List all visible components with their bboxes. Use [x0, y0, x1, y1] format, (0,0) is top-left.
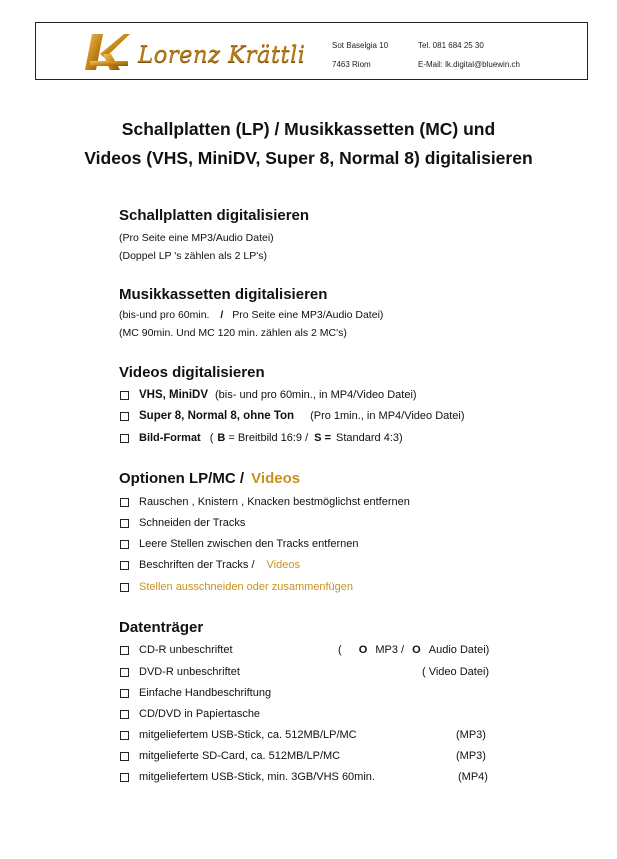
- address-street: Sot Baselgia 10: [332, 41, 389, 50]
- checkbox[interactable]: [120, 434, 129, 443]
- lp-note: (Pro Seite eine MP3/Audio Datei): [119, 232, 274, 244]
- options-item[interactable]: [120, 538, 359, 550]
- checkbox[interactable]: [120, 540, 129, 549]
- media-item[interactable]: [120, 771, 375, 783]
- format-key-b: B: [217, 432, 226, 444]
- format-paren: (: [209, 432, 214, 444]
- options-item-labels[interactable]: [120, 559, 300, 571]
- media-label: CD-R unbeschriftet: [139, 644, 233, 656]
- option-label: Schneiden der Tracks: [139, 517, 246, 529]
- option-label: Leere Stellen zwischen den Tracks entfernen: [139, 538, 359, 550]
- mc-note-part: Pro Seite eine MP3/Audio Datei): [232, 309, 384, 321]
- letterhead: [35, 22, 588, 80]
- option-label: Super 8, Normal 8, ohne Ton: [139, 410, 295, 422]
- checkbox[interactable]: [120, 689, 129, 698]
- media-label: mitgeliefertem USB-Stick, ca. 512MB/LP/MC: [139, 729, 357, 741]
- media-format: (MP3): [456, 750, 486, 762]
- mc-note: [119, 309, 383, 321]
- checkbox[interactable]: [120, 519, 129, 528]
- checkbox[interactable]: [120, 773, 129, 782]
- option-label: Stellen ausschneiden oder zusammenfügen: [139, 581, 354, 593]
- media-item-dvd[interactable]: [120, 666, 240, 678]
- section-heading-lp: Schallplatten digitalisieren: [119, 207, 310, 224]
- company-logo-icon: [84, 32, 130, 72]
- media-format: (MP3): [456, 729, 486, 741]
- option-label-accent: Videos: [266, 559, 300, 571]
- option-label: Beschriften der Tracks /: [139, 559, 255, 571]
- email-address: E-Mail: lk.digital@bluewin.ch: [418, 60, 520, 69]
- checkbox[interactable]: [120, 583, 129, 592]
- options-heading-text: Optionen LP/MC /: [119, 470, 244, 487]
- format-text-s: Standard 4:3): [336, 432, 403, 444]
- video-option-format[interactable]: [120, 432, 403, 444]
- cd-format-audio: Audio Datei): [428, 644, 490, 656]
- media-label: DVD-R unbeschriftet: [139, 666, 240, 678]
- checkbox[interactable]: [120, 710, 129, 719]
- checkbox[interactable]: [120, 498, 129, 507]
- option-label: Rauschen , Knistern , Knacken bestmöglichst entfernen: [139, 496, 410, 508]
- company-name: Lorenz Krättli: [138, 42, 306, 68]
- media-format: (MP4): [458, 771, 488, 783]
- mc-note-part: (bis-und pro 60min.: [119, 309, 210, 321]
- media-item[interactable]: [120, 687, 271, 699]
- video-option-vhs[interactable]: [120, 389, 417, 401]
- address-city: 7463 Riom: [332, 60, 371, 69]
- cd-format-choice: [338, 644, 489, 656]
- options-item[interactable]: [120, 496, 410, 508]
- options-heading-accent: Videos: [251, 470, 301, 487]
- media-item[interactable]: [120, 750, 340, 762]
- option-detail: (Pro 1min., in MP4/Video Datei): [310, 410, 465, 422]
- cd-format-mp3: MP3 /: [375, 644, 405, 656]
- radio-audio-icon[interactable]: O: [412, 644, 421, 656]
- media-item[interactable]: [120, 729, 357, 741]
- checkbox[interactable]: [120, 668, 129, 677]
- checkbox[interactable]: [120, 646, 129, 655]
- format-key-s: S =: [314, 432, 331, 444]
- media-label: Einfache Handbeschriftung: [139, 687, 272, 699]
- media-label: CD/DVD in Papiertasche: [139, 708, 261, 720]
- media-item-cd[interactable]: [120, 644, 233, 656]
- media-item[interactable]: [120, 708, 260, 720]
- checkbox[interactable]: [120, 561, 129, 570]
- page-title-line1: Schallplatten (LP) / Musikkassetten (MC) und: [121, 119, 496, 139]
- radio-mp3-icon[interactable]: O: [358, 644, 368, 656]
- checkbox[interactable]: [120, 412, 129, 421]
- checkbox[interactable]: [120, 391, 129, 400]
- format-text-b: = Breitbild 16:9 /: [228, 432, 309, 444]
- mc-note: (MC 90min. Und MC 120 min. zählen als 2 MC's): [119, 327, 347, 339]
- mc-note-slash: /: [220, 309, 224, 321]
- media-label: mitgelieferte SD-Card, ca. 512MB/LP/MC: [139, 750, 341, 762]
- section-heading-mc: Musikkassetten digitalisieren: [119, 286, 328, 303]
- section-heading-media: Datenträger: [119, 619, 204, 636]
- phone-number: Tel. 081 684 25 30: [418, 41, 484, 50]
- option-label: VHS, MiniDV: [139, 389, 209, 401]
- dvd-format: ( Video Datei): [422, 666, 490, 678]
- options-item-cut[interactable]: [120, 581, 353, 593]
- options-item[interactable]: [120, 517, 245, 529]
- cd-format-paren: (: [338, 644, 342, 656]
- lp-note: (Doppel LP 's zählen als 2 LP's): [119, 250, 267, 262]
- media-label: mitgeliefertem USB-Stick, min. 3GB/VHS 60min.: [139, 771, 375, 783]
- page-title-line2: Videos (VHS, MiniDV, Super 8, Normal 8) digitalisieren: [84, 148, 533, 168]
- checkbox[interactable]: [120, 731, 129, 740]
- option-label: Bild-Format: [139, 432, 201, 444]
- option-detail: (bis- und pro 60min., in MP4/Video Datei): [215, 389, 417, 401]
- section-heading-videos: Videos digitalisieren: [119, 364, 265, 381]
- video-option-super8[interactable]: [120, 410, 465, 422]
- checkbox[interactable]: [120, 752, 129, 761]
- section-heading-options: [119, 470, 300, 487]
